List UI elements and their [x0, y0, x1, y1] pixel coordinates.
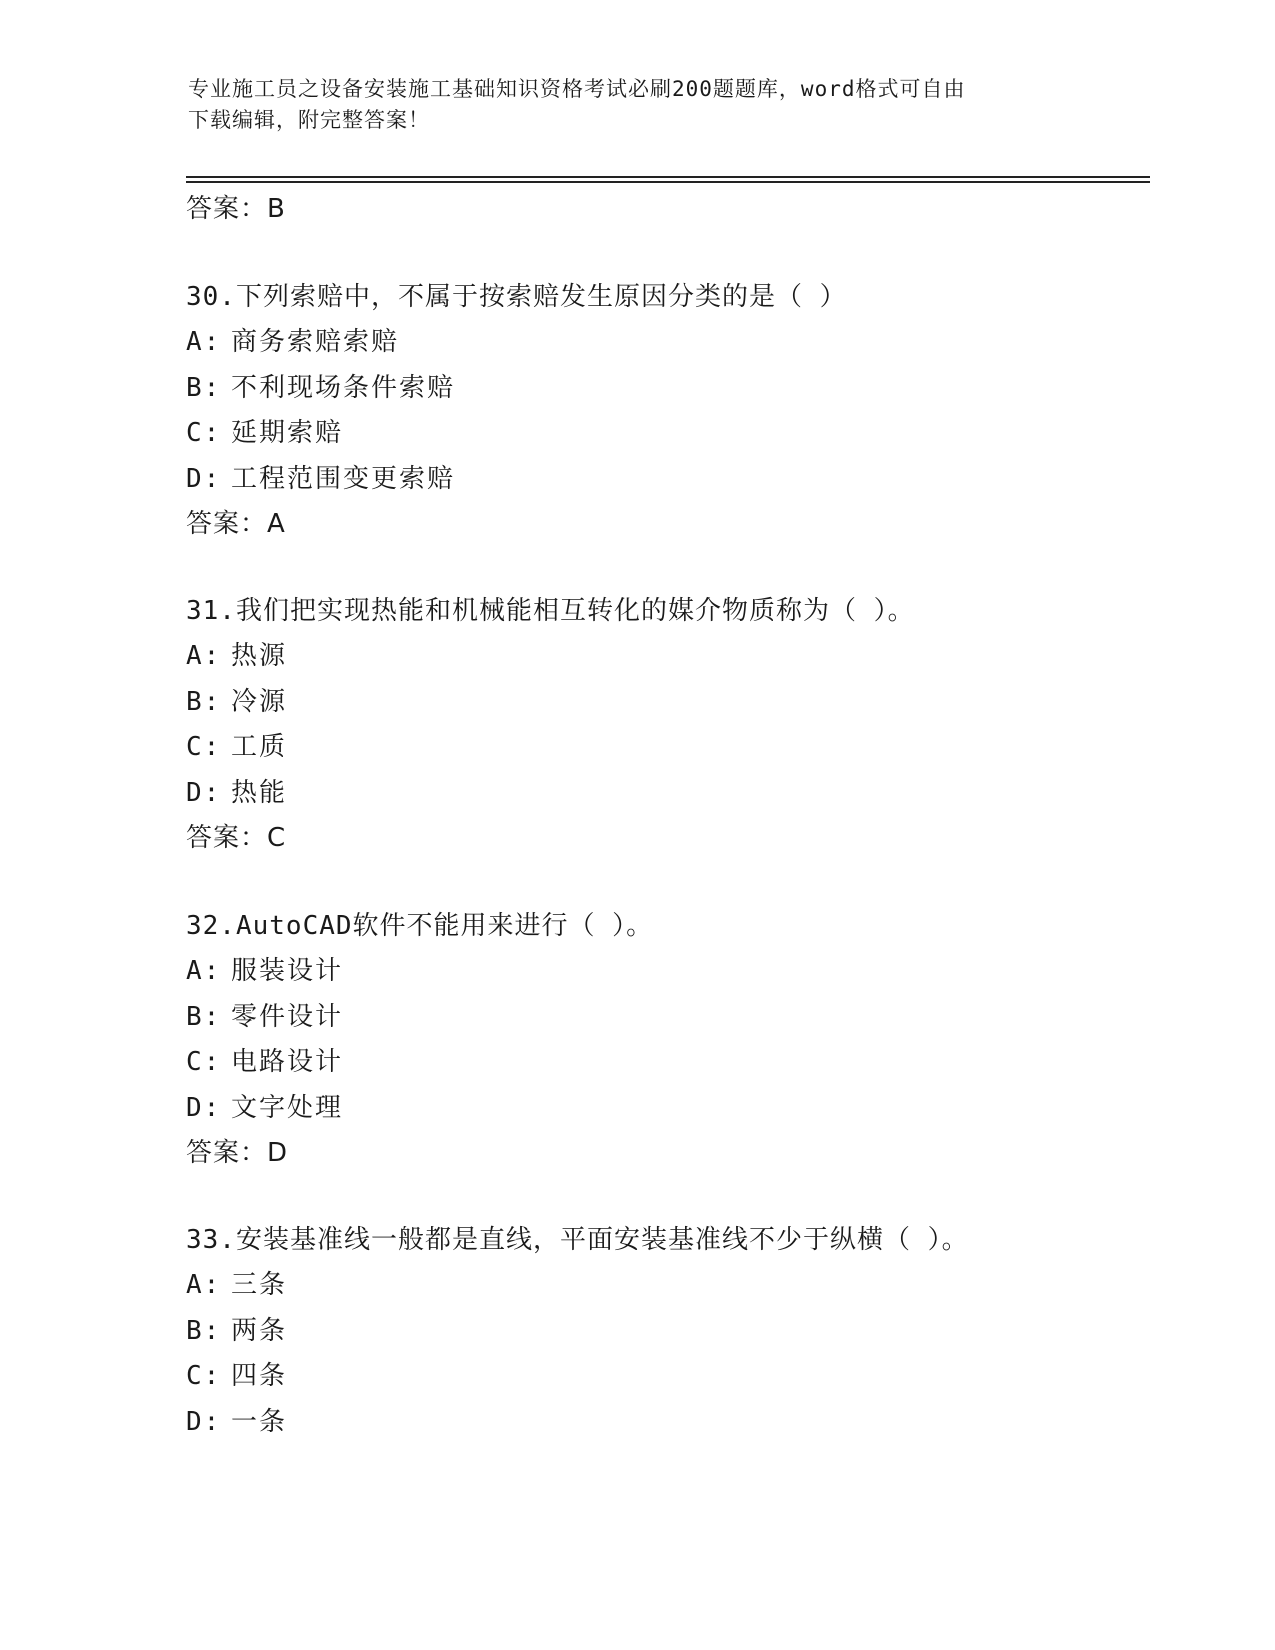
option-text: 服装设计: [231, 956, 344, 986]
option-letter: C:: [186, 1361, 222, 1391]
option-a: [186, 325, 1166, 371]
option-text: 工质: [231, 732, 288, 762]
option-text: 一条: [231, 1406, 288, 1437]
question-stem: 30.下列索赔中，不属于按索赔发生原因分类的是（ ）: [186, 282, 847, 312]
question-30: [186, 280, 1166, 507]
option-letter: A:: [186, 641, 222, 671]
option-letter: D:: [186, 1406, 222, 1437]
option-letter: B:: [186, 686, 222, 717]
option-d: [186, 1091, 1166, 1137]
option-text: 三条: [231, 1270, 288, 1300]
option-letter: A:: [186, 956, 222, 986]
option-d: [186, 462, 1166, 508]
option-letter: A:: [186, 327, 222, 357]
option-text: 两条: [231, 1315, 288, 1346]
question-stem: 31.我们把实现热能和机械能相互转化的媒介物质称为（ ）。: [186, 596, 915, 626]
option-a: [186, 639, 1166, 685]
option-letter: D:: [186, 463, 222, 494]
option-text: 热源: [231, 641, 288, 671]
question-33: [186, 1223, 1166, 1450]
option-letter: A:: [186, 1270, 222, 1300]
option-c: [186, 1359, 1166, 1405]
option-b: [186, 1314, 1166, 1360]
option-letter: B:: [186, 1001, 222, 1032]
option-text: 四条: [231, 1361, 288, 1391]
option-text: 延期索赔: [231, 418, 344, 448]
option-c: [186, 1045, 1166, 1091]
option-text: 工程范围变更索赔: [231, 463, 456, 494]
option-c: [186, 730, 1166, 776]
option-letter: D:: [186, 777, 222, 808]
option-letter: C:: [186, 1047, 222, 1077]
option-d: [186, 776, 1166, 822]
answer-30: 答案：A: [186, 509, 286, 539]
question-32: [186, 909, 1166, 1136]
question-stem: 32.AutoCAD软件不能用来进行（ ）。: [186, 911, 654, 941]
option-c: [186, 416, 1166, 462]
option-b: [186, 685, 1166, 731]
option-a: [186, 1268, 1166, 1314]
question-stem: 33.安装基准线一般都是直线，平面安装基准线不少于纵横（ ）。: [186, 1225, 969, 1255]
document-header: [188, 74, 1088, 136]
option-b: [186, 1000, 1166, 1046]
answer-32: 答案：D: [186, 1138, 289, 1168]
previous-question-answer: 答案：B: [186, 194, 286, 224]
option-letter: C:: [186, 418, 222, 448]
header-line-2: 下载编辑，附完整答案！: [188, 108, 430, 132]
option-text: 不利现场条件索赔: [231, 372, 456, 403]
option-text: 冷源: [231, 686, 288, 717]
option-b: [186, 371, 1166, 417]
option-text: 文字处理: [231, 1092, 344, 1123]
header-line-1: 专业施工员之设备安装施工基础知识资格考试必刷200题题库，word格式可自由: [188, 77, 966, 101]
option-d: [186, 1405, 1166, 1451]
option-letter: D:: [186, 1092, 222, 1123]
option-text: 电路设计: [231, 1047, 344, 1077]
option-letter: C:: [186, 732, 222, 762]
option-text: 热能: [231, 777, 288, 808]
option-letter: B:: [186, 1315, 222, 1346]
answer-31: 答案：C: [186, 823, 287, 853]
option-text: 零件设计: [231, 1001, 344, 1032]
option-a: [186, 954, 1166, 1000]
header-divider-bottom: [186, 181, 1150, 183]
option-text: 商务索赔索赔: [231, 327, 400, 357]
question-31: [186, 594, 1166, 821]
header-divider-top: [186, 176, 1150, 178]
option-letter: B:: [186, 372, 222, 403]
